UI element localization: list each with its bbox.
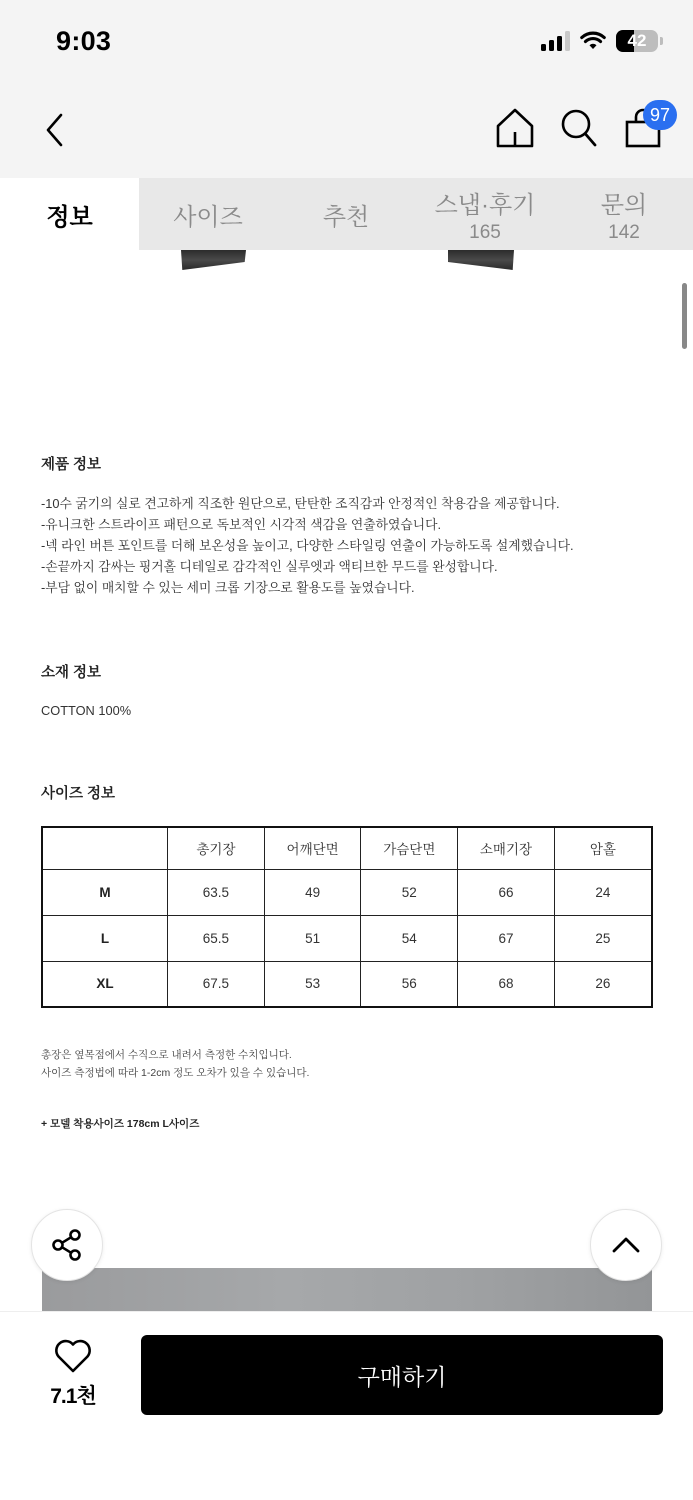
- chevron-left-icon: [43, 112, 65, 148]
- battery-level: 42: [627, 31, 647, 50]
- table-header: [42, 827, 168, 869]
- table-row: [42, 869, 652, 915]
- table-cell: 66: [458, 869, 555, 915]
- bottom-action-bar: [0, 1311, 693, 1500]
- cart-button[interactable]: [623, 104, 671, 150]
- size-table: [41, 826, 653, 1008]
- table-row: [42, 915, 652, 961]
- table-cell: 25: [554, 915, 652, 961]
- description-line: -손끝까지 감싸는 핑거홀 디테일로 감각적인 실루엣과 액티브한 무드를 완성합니다.: [41, 559, 498, 574]
- description-line: -10수 굵기의 실로 견고하게 직조한 원단으로, 탄탄한 조직감과 안정적인 착용감을 제공합니다.: [41, 496, 560, 511]
- table-header: 소매기장: [458, 827, 555, 869]
- tab-count: 165: [469, 221, 501, 243]
- status-time: 9:03: [56, 26, 112, 56]
- table-header-row: [42, 827, 652, 869]
- tab-count: 142: [608, 221, 640, 243]
- note-line: 총장은 옆목점에서 수직으로 내려서 측정한 수치입니다.: [41, 1049, 292, 1061]
- product-image-bottom: [0, 250, 693, 272]
- home-icon: [496, 108, 534, 148]
- table-cell: 24: [554, 869, 652, 915]
- share-button[interactable]: [31, 1209, 103, 1281]
- table-cell: 56: [361, 961, 458, 1007]
- table-cell: 63.5: [168, 869, 265, 915]
- table-cell: 52: [361, 869, 458, 915]
- share-icon: [49, 1227, 85, 1263]
- like-button[interactable]: [40, 1338, 106, 1410]
- table-cell: 54: [361, 915, 458, 961]
- search-button[interactable]: [559, 106, 599, 150]
- size-info-title: 사이즈 정보: [41, 786, 116, 802]
- tab-label: 추천: [322, 203, 370, 231]
- table-cell: 49: [264, 869, 361, 915]
- table-header: 어깨단면: [264, 827, 361, 869]
- tab-label: 문의: [600, 191, 648, 219]
- home-button[interactable]: [495, 106, 535, 150]
- product-info-title: 제품 정보: [41, 457, 102, 473]
- table-cell: 67: [458, 915, 555, 961]
- table-header: 총기장: [168, 827, 265, 869]
- cart-count-badge: 97: [643, 100, 677, 130]
- heart-icon: [54, 1338, 92, 1374]
- tab-inquiry[interactable]: [555, 178, 693, 250]
- description-line: -넥 라인 버튼 포인트를 더해 보온성을 높이고, 다양한 스타일링 연출이 가능하도록 설계했습니다.: [41, 538, 574, 553]
- product-image-fragment: [448, 250, 514, 270]
- material-info-title: 소재 정보: [41, 665, 102, 681]
- tab-label: 정보: [46, 203, 93, 231]
- table-cell: 26: [554, 961, 652, 1007]
- tab-size[interactable]: [139, 178, 277, 250]
- note-line: 사이즈 측정법에 따라 1-2cm 정도 오차가 있을 수 있습니다.: [41, 1067, 310, 1079]
- table-cell: 53: [264, 961, 361, 1007]
- product-detail-image: [42, 1268, 652, 1312]
- search-icon: [560, 108, 598, 148]
- back-button[interactable]: [36, 108, 72, 152]
- status-bar: [0, 0, 693, 88]
- tab-info[interactable]: [0, 178, 139, 250]
- table-header: 암홀: [554, 827, 652, 869]
- status-icons: [541, 30, 663, 52]
- table-cell: 51: [264, 915, 361, 961]
- chevron-up-icon: [611, 1235, 641, 1255]
- table-header: 가슴단면: [361, 827, 458, 869]
- tab-snap-review[interactable]: [415, 178, 555, 250]
- product-image-fragment: [181, 250, 246, 270]
- like-count: 7.1천: [50, 1385, 96, 1408]
- table-row: [42, 961, 652, 1007]
- tab-label: 스냅·후기: [434, 191, 536, 219]
- table-cell: 65.5: [168, 915, 265, 961]
- table-cell: 67.5: [168, 961, 265, 1007]
- size-label: XL: [42, 961, 168, 1007]
- size-label: M: [42, 869, 168, 915]
- size-measurement-note: [41, 1046, 309, 1082]
- nav-actions: [495, 104, 671, 150]
- material-value: COTTON 100%: [41, 703, 132, 718]
- description-line: -유니크한 스트라이프 패턴으로 독보적인 시각적 색감을 연출하였습니다.: [41, 517, 442, 532]
- tab-bar: [0, 178, 693, 250]
- battery-icon: [616, 30, 658, 52]
- model-size-note: + 모델 착용사이즈 178cm L사이즈: [41, 1118, 200, 1130]
- scroll-to-top-button[interactable]: [590, 1209, 662, 1281]
- buy-button[interactable]: 구매하기: [141, 1335, 663, 1415]
- size-label: L: [42, 915, 168, 961]
- nav-bar: [0, 88, 693, 178]
- tab-label: 사이즈: [173, 203, 243, 231]
- product-info-description: [41, 493, 574, 598]
- wifi-icon: [580, 31, 606, 51]
- table-cell: 68: [458, 961, 555, 1007]
- cellular-signal-icon: [541, 31, 570, 51]
- tab-recommend[interactable]: [277, 178, 415, 250]
- scrollbar[interactable]: [682, 283, 687, 349]
- description-line: -부담 없이 매치할 수 있는 세미 크롭 기장으로 활용도를 높였습니다.: [41, 580, 415, 595]
